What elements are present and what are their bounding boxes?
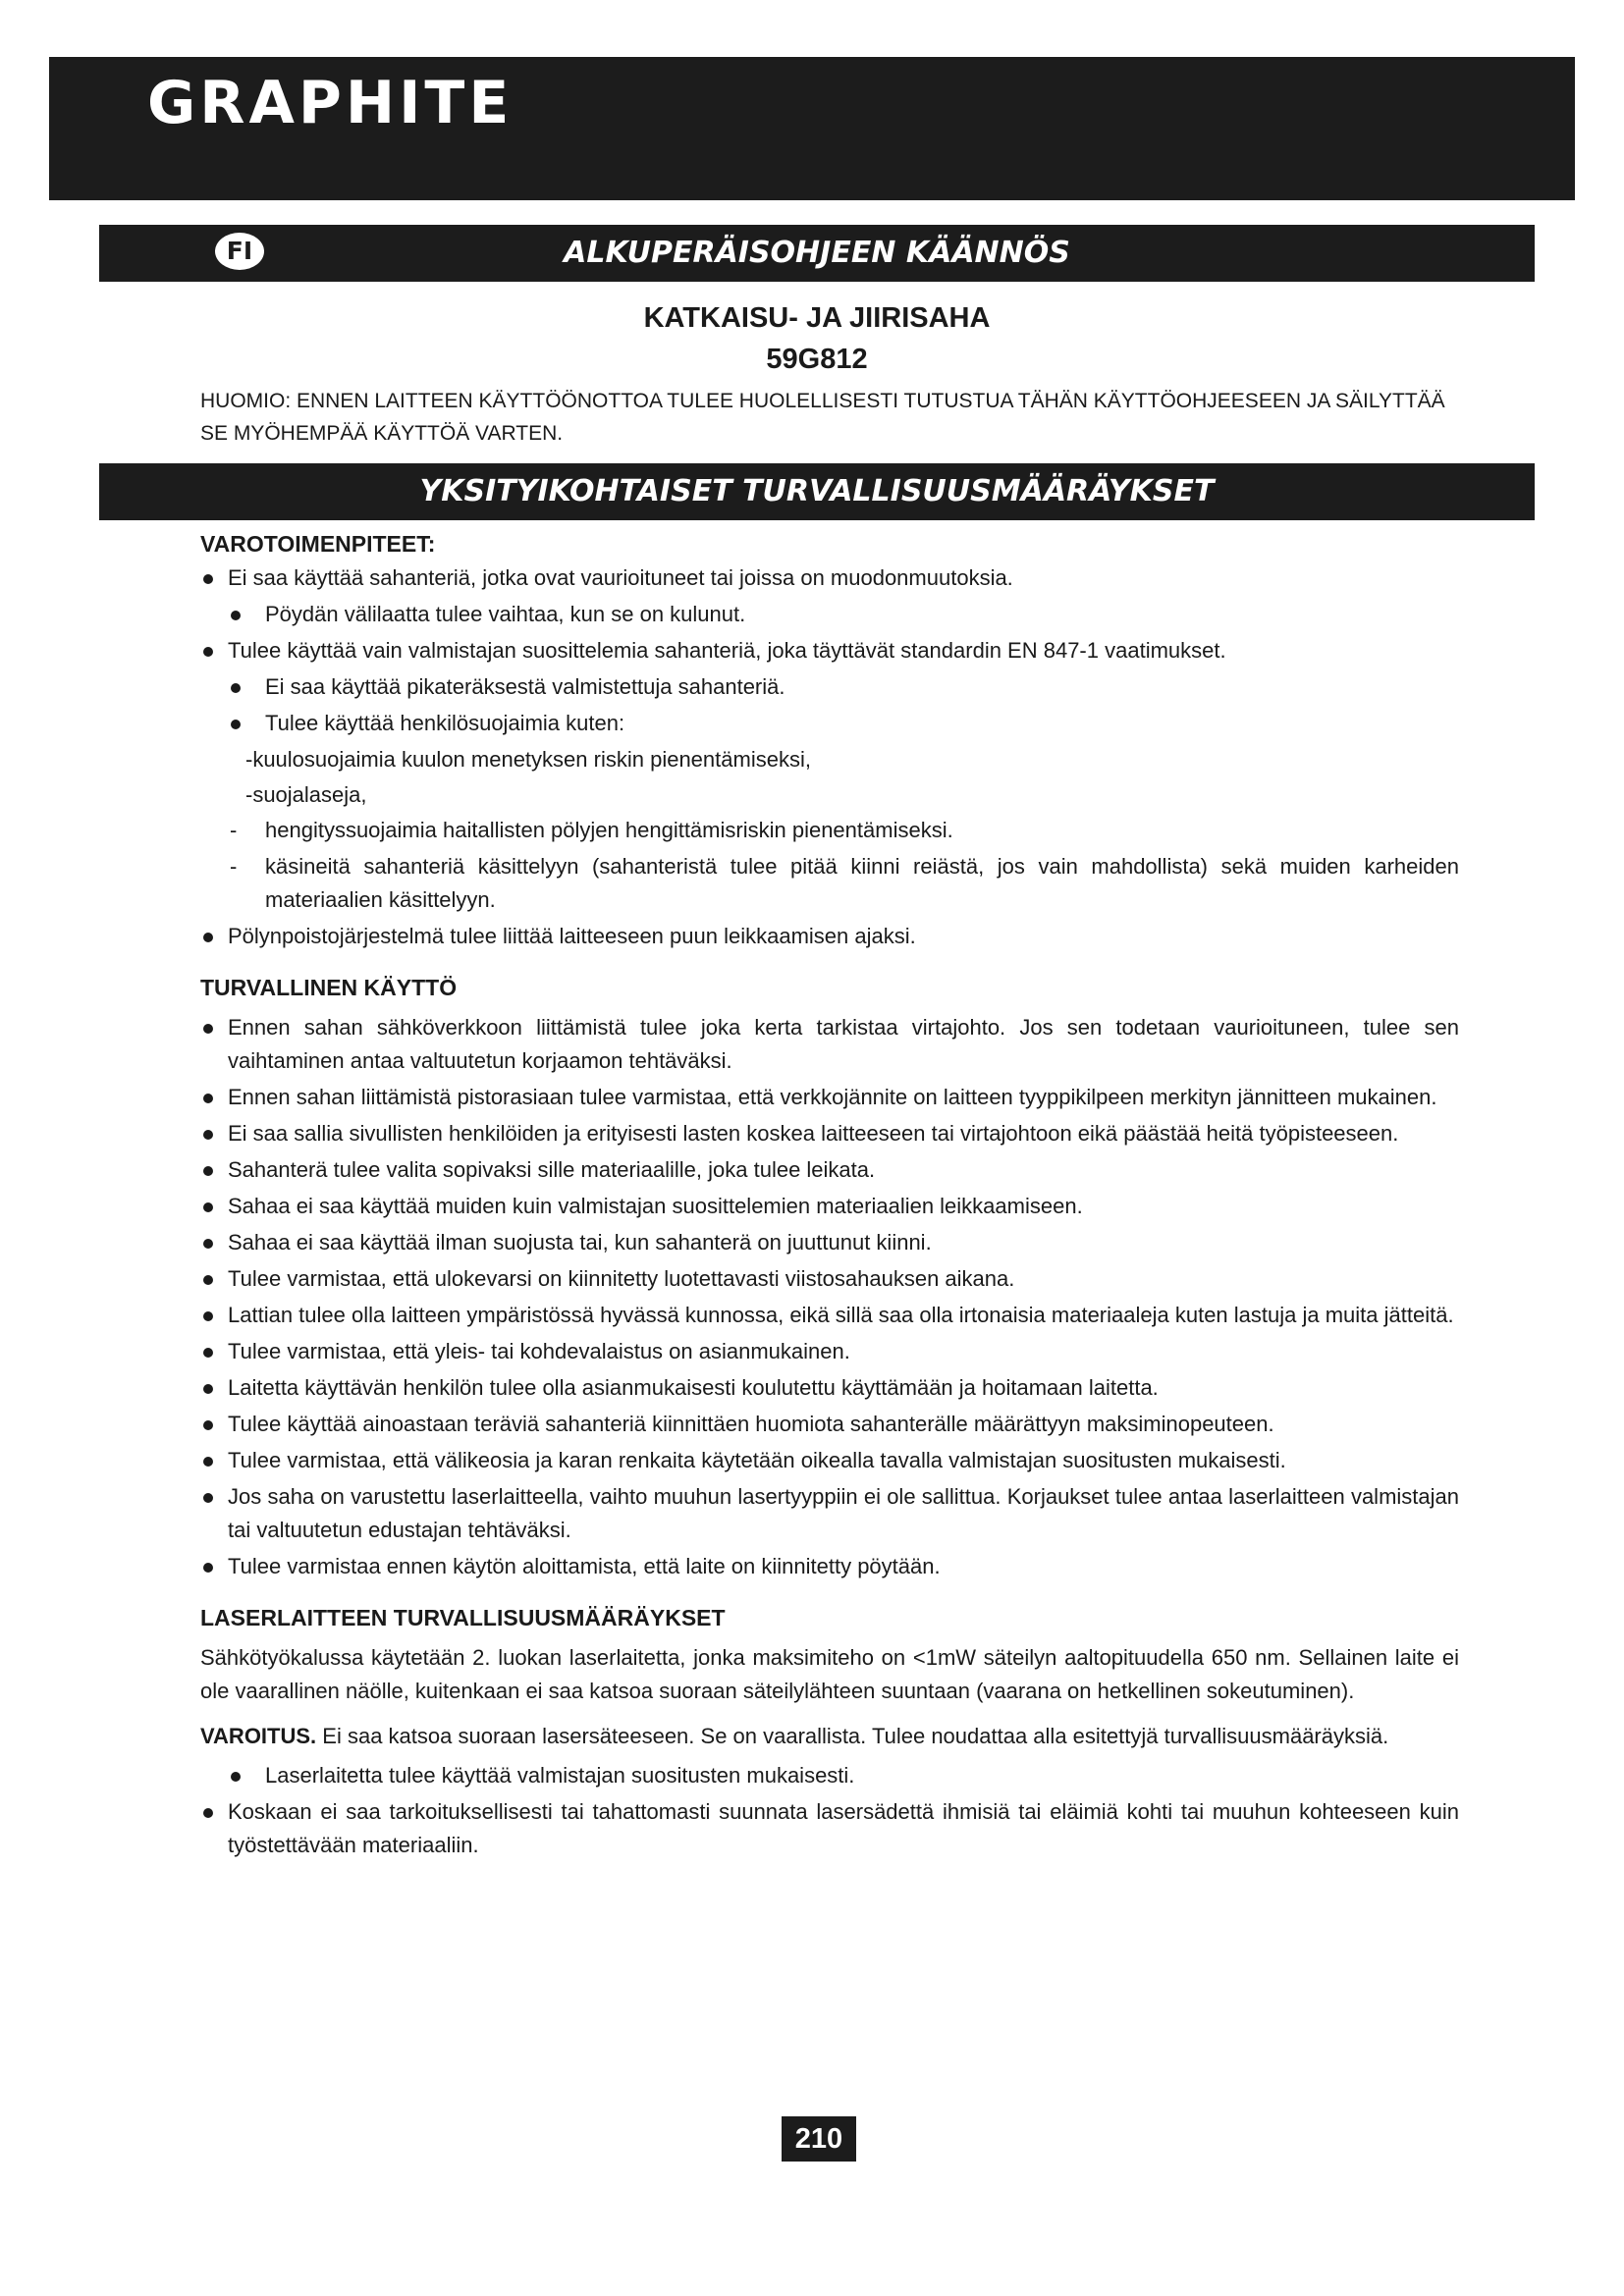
section-bar-translation <box>99 225 1535 282</box>
list-item: Tulee käyttää henkilösuojaimia kuten: <box>200 707 1459 740</box>
list-item: Tulee varmistaa, että yleis- tai kohdevalaistus on asianmukainen. <box>200 1335 1459 1368</box>
list-item: Sahanterä tulee valita sopivaksi sille materiaalille, joka tulee leikata. <box>200 1153 1459 1187</box>
warning-label: VAROITUS. <box>200 1724 317 1748</box>
list-subitem-text: käsineitä sahanteriä käsittelyyn (sahanteristä tulee pitää kiinni reiästä, jos vain mahdollista) sekä muiden karheiden materiaalien käsittelyyn. <box>265 854 1459 912</box>
list-item: Jos saha on varustettu laserlaitteella, vaihto muuhun lasertyyppiin ei ole sallittua. Korjaukset tulee antaa laserlaitteen valmistajan tai valtuutetun edustajan tehtäväksi. <box>200 1480 1459 1547</box>
list-item: Pölynpoistojärjestelmä tulee liittää laitteeseen puun leikkaamisen ajaksi. <box>200 920 1459 953</box>
notice-text: HUOMIO: ENNEN LAITTEEN KÄYTTÖÖNOTTOA TULEE HUOLELLISESTI TUTUSTUA TÄHÄN KÄYTTÖOHJEESEEN JA SÄILYTTÄÄ SE MYÖHEMPÄÄ KÄYTTÖÄ VARTEN. <box>200 390 1445 445</box>
list-subitem: -suojalaseja, <box>245 782 367 807</box>
product-name: KATKAISU- JA JIIRISAHA <box>643 302 991 334</box>
laser-paragraph: Sähkötyökalussa käytetään 2. luokan laserlaitetta, jonka maksimiteho on <1mW säteilyn aaltopituudella 650 nm. Sellainen laite ei ole vaarallinen näölle, kuitenkaan ei saa katsoa suoraan säteilylähteen suuntaan (vaarana on hetkellinen sokeutuminen). <box>200 1645 1459 1703</box>
laser-heading: LASERLAITTEEN TURVALLISUUSMÄÄRÄYKSET <box>200 1605 726 1630</box>
precautions-list <box>200 561 1459 953</box>
list-item: Tulee varmistaa, että ulokevarsi on kiinnitetty luotettavasti viistosahauksen aikana. <box>200 1262 1459 1296</box>
model-number: 59G812 <box>766 344 868 375</box>
list-item: Tulee varmistaa, että välikeosia ja karan renkaita käytetään oikealla tavalla valmistajan suositusten mukaisesti. <box>200 1444 1459 1477</box>
section-title-translation: ALKUPERÄISOHJEEN KÄÄNNÖS <box>564 236 1070 270</box>
list-item: Pöydän välilaatta tulee vaihtaa, kun se on kulunut. <box>200 598 1459 631</box>
list-item: Lattian tulee olla laitteen ympäristössä hyvässä kunnossa, eikä sillä saa olla irtonaisia materiaaleja kuten lastuja ja muita jätteitä. <box>200 1299 1459 1332</box>
warning-text: Ei saa katsoa suoraan lasersäteeseen. Se on vaarallista. Tulee noudattaa alla esitettyjä turvallisuusmääräyksiä. <box>322 1724 1389 1748</box>
graphite-logo: GRAPHITE <box>147 69 514 137</box>
safe-use-list <box>200 1011 1459 1583</box>
list-item: Koskaan ei saa tarkoituksellisesti tai tahattomasti suunnata lasersädettä ihmisiä tai eläimiä kohti tai muuhun kohteeseen kuin työstettävään materiaaliin. <box>200 1795 1459 1862</box>
page-number: 210 <box>782 2116 856 2162</box>
list-item: Laitetta käyttävän henkilön tulee olla asianmukaisesti koulutettu käyttämään ja hoitamaan laitetta. <box>200 1371 1459 1405</box>
safety-content <box>200 526 1459 1865</box>
list-subitem-text: hengityssuojaimia haitallisten pölyjen hengittämisriskin pienentämiseksi. <box>265 818 953 842</box>
list-subitem: -kuulosuojaimia kuulon menetyksen riskin pienentämiseksi, <box>245 747 811 772</box>
list-subitem: - käsineitä sahanteriä käsittelyyn (sahanteristä tulee pitää kiinni reiästä, jos vain mahdollista) sekä muiden karheiden materiaalien käsittelyyn. <box>230 854 1459 912</box>
brand-header-bar <box>49 57 1575 200</box>
section-bar-safety <box>99 463 1535 520</box>
list-item: Ei saa käyttää sahanteriä, jotka ovat vaurioituneet tai joissa on muodonmuutoksia. <box>200 561 1459 595</box>
list-item: Sahaa ei saa käyttää ilman suojusta tai, kun sahanterä on juuttunut kiinni. <box>200 1226 1459 1259</box>
safe-use-heading: TURVALLINEN KÄYTTÖ <box>200 975 458 1000</box>
list-item: Tulee käyttää vain valmistajan suosittelemia sahanteriä, joka täyttävät standardin EN 847-1 vaatimukset. <box>200 634 1459 667</box>
list-item: Tulee käyttää ainoastaan teräviä sahanteriä kiinnittäen huomiota sahanterälle määrättyyn maksiminopeuteen. <box>200 1408 1459 1441</box>
list-item: Ennen sahan liittämistä pistorasiaan tulee varmistaa, että verkkojännite on laitteen tyyppikilpeen merkityn jännitteen mukainen. <box>200 1081 1459 1114</box>
list-item: Sahaa ei saa käyttää muiden kuin valmistajan suosittelemien materiaalien leikkaamiseen. <box>200 1190 1459 1223</box>
laser-warning <box>200 1720 1459 1753</box>
list-item: Ei saa käyttää pikateräksestä valmistettuja sahanteriä. <box>200 670 1459 704</box>
list-item: Tulee varmistaa ennen käytön aloittamista, että laite on kiinnitetty pöytään. <box>200 1550 1459 1583</box>
list-subitem: - hengityssuojaimia haitallisten pölyjen hengittämisriskin pienentämiseksi. <box>230 818 953 842</box>
list-item: Laserlaitetta tulee käyttää valmistajan suositusten mukaisesti. <box>200 1759 1459 1792</box>
precautions-heading: VAROTOIMENPITEET: <box>200 531 436 557</box>
laser-list <box>200 1759 1459 1862</box>
list-item: Ennen sahan sähköverkkoon liittämistä tulee joka kerta tarkistaa virtajohto. Jos sen todetaan vaurioituneen, tulee sen vaihtaminen antaa valtuutetun korjaamon tehtäväksi. <box>200 1011 1459 1078</box>
list-item: Ei saa sallia sivullisten henkilöiden ja erityisesti lasten koskea laitteeseen tai virtajohtoon eikä päästää heitä työpisteeseen. <box>200 1117 1459 1150</box>
section-title-safety: YKSITYIKOHTAISET TURVALLISUUSMÄÄRÄYKSET <box>419 474 1215 508</box>
language-badge: FI <box>215 233 264 270</box>
